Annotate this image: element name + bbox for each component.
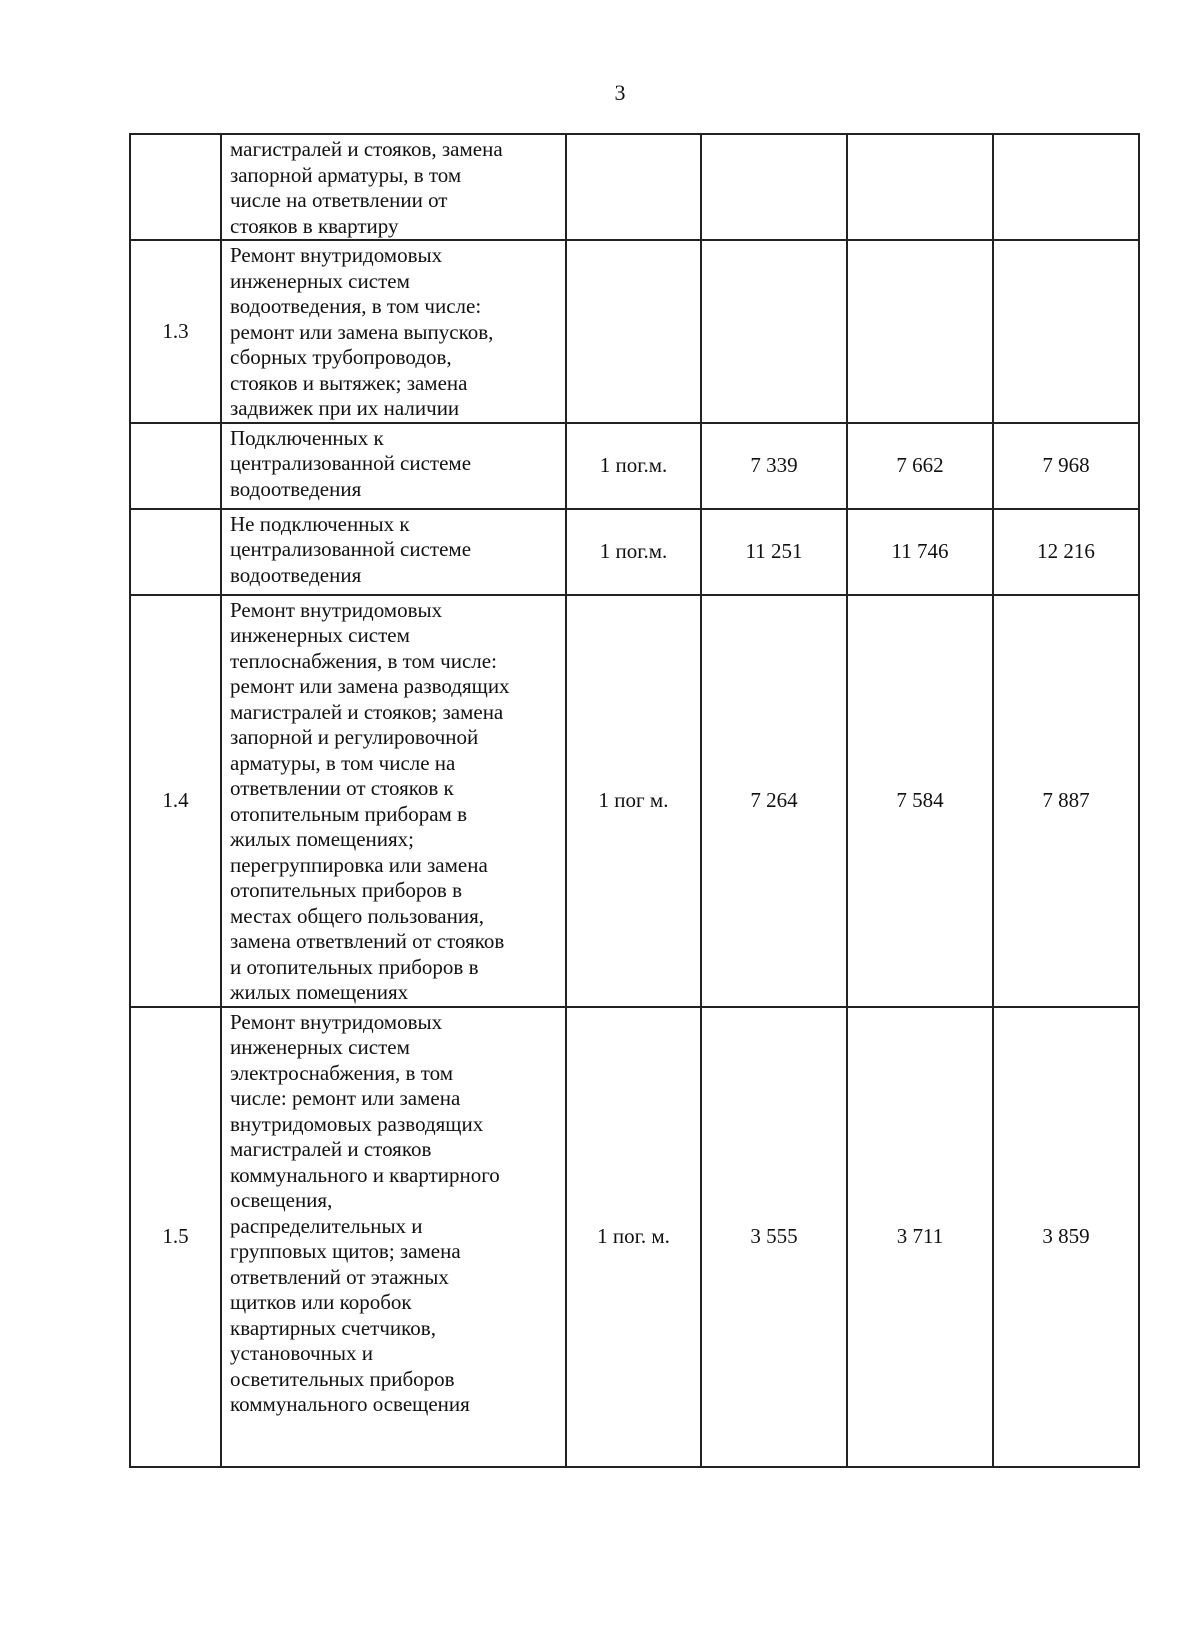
row-value-2: 3 711: [847, 1007, 993, 1467]
row-value-1: 3 555: [701, 1007, 847, 1467]
table-row: [130, 1007, 1139, 1467]
row-description: Ремонт внутридомовых инженерных систем электроснабжения, в том числе: ремонт или замена внутридомовых разводящих магистралей и стояков коммунального и квартирного освещения, распределительных и групповых щитов; замена ответвлений от этажных щитков или коробок квартирных счетчиков, установочных и осветительных приборов коммунального освещения: [221, 1007, 566, 1467]
table-row: [130, 423, 1139, 509]
row-value-3: 3 859: [993, 1007, 1139, 1467]
table-row: [130, 134, 1139, 240]
row-number: [130, 509, 221, 595]
row-unit: 1 пог. м.: [566, 1007, 701, 1467]
row-unit: 1 пог м.: [566, 595, 701, 1007]
row-value-3: [993, 134, 1139, 240]
row-unit: [566, 134, 701, 240]
row-value-1: [701, 134, 847, 240]
row-value-3: 7 968: [993, 423, 1139, 509]
table-row: [130, 240, 1139, 423]
row-value-2: 7 584: [847, 595, 993, 1007]
row-number: 1.3: [130, 240, 221, 423]
row-value-1: [701, 240, 847, 423]
row-value-2: [847, 134, 993, 240]
row-description: Ремонт внутридомовых инженерных систем теплоснабжения, в том числе: ремонт или замена разводящих магистралей и стояков; замена запорной и регулировочной арматуры, в том числе на ответвлении от стояков к отопительным приборам в жилых помещениях; перегруппировка или замена отопительных приборов в местах общего пользования, замена ответвлений от стояков и отопительных приборов в жилых помещениях: [221, 595, 566, 1007]
row-number: 1.4: [130, 595, 221, 1007]
row-number: [130, 423, 221, 509]
row-description: Ремонт внутридомовых инженерных систем водоотведения, в том числе: ремонт или замена выпусков, сборных трубопроводов, стояков и вытяжек; замена задвижек при их наличии: [221, 240, 566, 423]
row-unit: [566, 240, 701, 423]
row-value-1: 7 339: [701, 423, 847, 509]
row-value-1: 11 251: [701, 509, 847, 595]
row-description: Подключенных к централизованной системе водоотведения: [221, 423, 566, 509]
row-unit: 1 пог.м.: [566, 509, 701, 595]
row-value-2: [847, 240, 993, 423]
row-value-1: 7 264: [701, 595, 847, 1007]
table-row: [130, 595, 1139, 1007]
page-number: 3: [614, 80, 626, 105]
row-description: магистралей и стояков, замена запорной арматуры, в том числе на ответвлении от стояков в квартиру: [221, 134, 566, 240]
table-row: [130, 509, 1139, 595]
row-description: Не подключенных к централизованной системе водоотведения: [221, 509, 566, 595]
rates-table: [129, 133, 1140, 1468]
row-value-3: 12 216: [993, 509, 1139, 595]
row-unit: 1 пог.м.: [566, 423, 701, 509]
row-value-3: 7 887: [993, 595, 1139, 1007]
row-number: [130, 134, 221, 240]
row-number: 1.5: [130, 1007, 221, 1467]
row-value-2: 7 662: [847, 423, 993, 509]
row-value-2: 11 746: [847, 509, 993, 595]
row-value-3: [993, 240, 1139, 423]
